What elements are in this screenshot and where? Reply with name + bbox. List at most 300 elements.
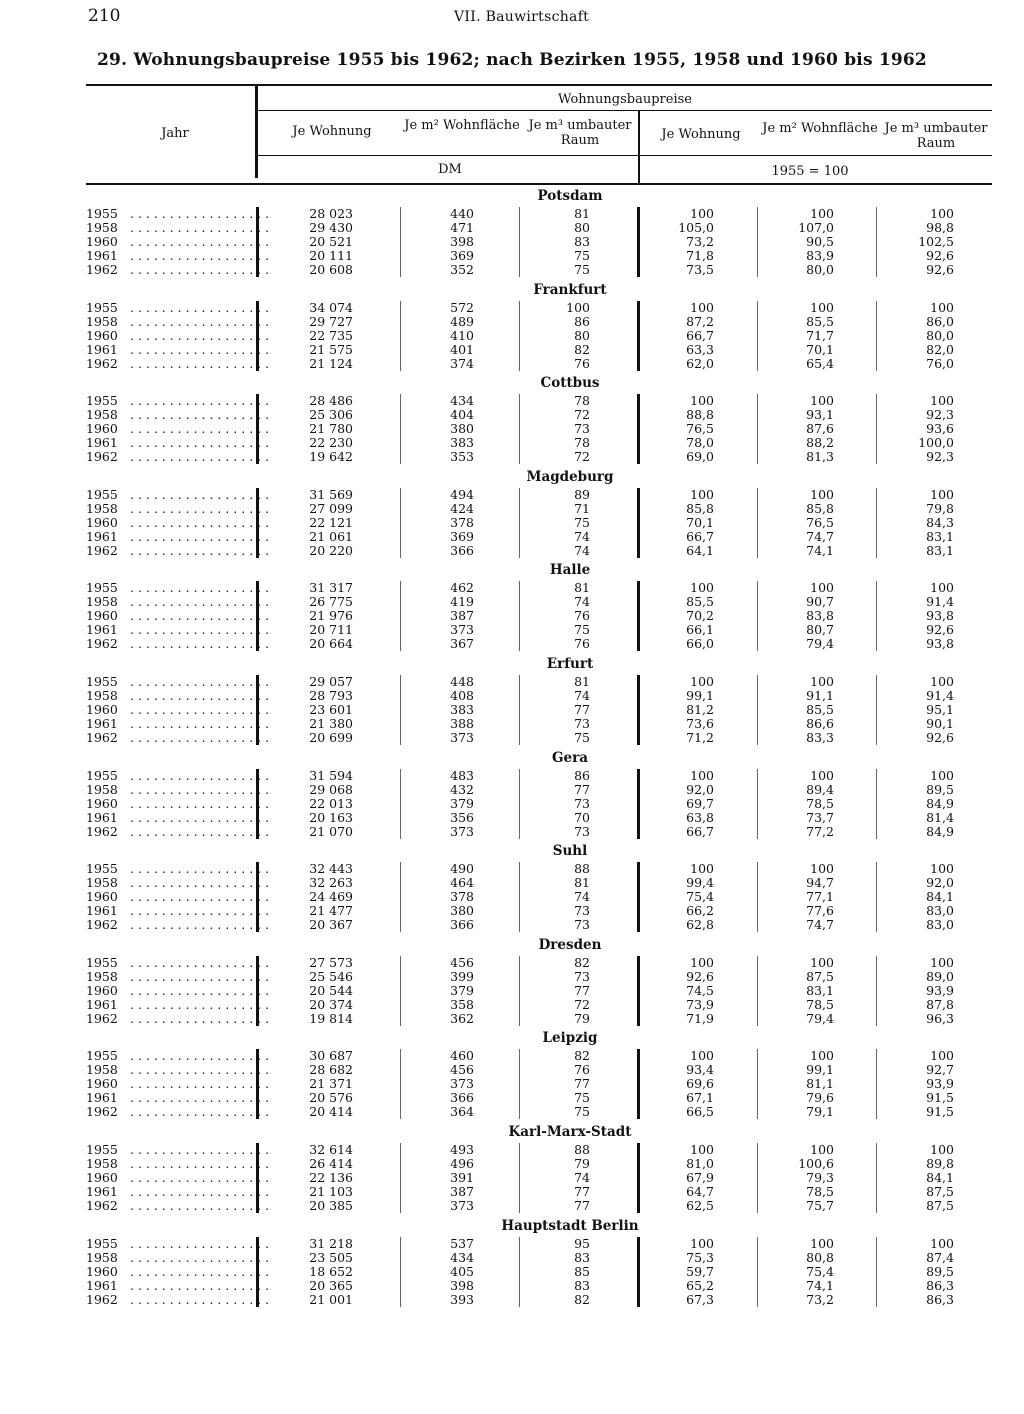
cell-je-m2: 496 bbox=[450, 1156, 474, 1171]
cell-index-je-wohnung: 62,5 bbox=[686, 1198, 714, 1213]
cell-je-wohnung: 20 544 bbox=[309, 982, 353, 998]
leader-dots: . . . . . . . . . . . . . . . . . . bbox=[130, 1249, 270, 1265]
leader-dots: . . . . . . . . . . . . . . . . . . bbox=[130, 421, 270, 437]
table-row bbox=[0, 890, 1024, 904]
cell-je-m3: 81 bbox=[574, 674, 590, 689]
leader-dots: . . . . . . . . . . . . . . . . . . bbox=[130, 1198, 270, 1213]
cell-index-je-m2: 83,1 bbox=[806, 982, 834, 998]
cell-index-je-m3: 83,0 bbox=[926, 917, 954, 933]
cell-index-je-m2: 100,6 bbox=[798, 1156, 834, 1171]
table-row bbox=[0, 984, 1024, 998]
cell-je-m2: 387 bbox=[450, 1184, 474, 1199]
cell-je-m3: 81 bbox=[574, 580, 590, 596]
cell-index-je-wohnung: 71,9 bbox=[686, 1010, 714, 1026]
cell-je-wohnung: 27 099 bbox=[309, 500, 353, 516]
cell-index-je-m3: 82,0 bbox=[926, 341, 954, 357]
cell-year: 1960 bbox=[86, 1076, 118, 1092]
cell-index-je-m2: 77,1 bbox=[806, 889, 834, 905]
cell-year: 1958 bbox=[86, 1249, 118, 1265]
cell-je-m3: 82 bbox=[574, 1291, 590, 1307]
cell-year: 1961 bbox=[86, 622, 118, 638]
table-row bbox=[0, 1237, 1024, 1251]
cell-year: 1955 bbox=[86, 954, 118, 970]
cell-year: 1962 bbox=[86, 1198, 118, 1213]
cell-year: 1958 bbox=[86, 1156, 118, 1171]
cell-year: 1955 bbox=[86, 393, 118, 409]
leader-dots: . . . . . . . . . . . . . . . . . . bbox=[130, 996, 270, 1012]
cell-year: 1955 bbox=[86, 580, 118, 596]
cell-year: 1961 bbox=[86, 716, 118, 731]
cell-index-je-wohnung: 93,4 bbox=[686, 1062, 714, 1078]
cell-index-je-m2: 74,1 bbox=[806, 542, 834, 558]
leader-dots: . . . . . . . . . . . . . . . . . . bbox=[130, 248, 270, 263]
cell-year: 1962 bbox=[86, 823, 118, 839]
cell-index-je-m2: 73,7 bbox=[806, 809, 834, 825]
cell-je-wohnung: 20 220 bbox=[309, 542, 353, 558]
cell-index-je-wohnung: 70,2 bbox=[686, 608, 714, 624]
cell-year: 1955 bbox=[86, 206, 118, 221]
cell-je-m3: 76 bbox=[574, 1062, 590, 1078]
leader-dots: . . . . . . . . . . . . . . . . . . bbox=[130, 486, 270, 502]
table-row bbox=[0, 394, 1024, 408]
cell-year: 1955 bbox=[86, 861, 118, 877]
cell-je-m3: 71 bbox=[574, 500, 590, 516]
cell-je-wohnung: 22 136 bbox=[309, 1170, 353, 1185]
cell-index-je-m3: 86,3 bbox=[926, 1291, 954, 1307]
cell-index-je-m2: 79,4 bbox=[806, 636, 834, 652]
cell-je-wohnung: 21 575 bbox=[309, 341, 353, 357]
cell-index-je-wohnung: 59,7 bbox=[686, 1263, 714, 1279]
cell-index-je-m2: 76,5 bbox=[806, 514, 834, 530]
table-row bbox=[0, 1091, 1024, 1105]
leader-dots: . . . . . . . . . . . . . . . . . . bbox=[130, 636, 270, 652]
cell-index-je-m2: 87,5 bbox=[806, 968, 834, 984]
cell-je-wohnung: 29 057 bbox=[309, 674, 353, 689]
cell-je-m3: 82 bbox=[574, 1048, 590, 1064]
cell-index-je-m3: 84,1 bbox=[926, 889, 954, 905]
leader-dots: . . . . . . . . . . . . . . . . . . bbox=[130, 1142, 270, 1157]
cell-je-m2: 383 bbox=[450, 702, 474, 717]
cell-je-m2: 448 bbox=[450, 674, 474, 689]
cell-index-je-m3: 87,8 bbox=[926, 996, 954, 1012]
table-row bbox=[0, 1157, 1024, 1171]
leader-dots: . . . . . . . . . . . . . . . . . . bbox=[130, 823, 270, 839]
cell-index-je-wohnung: 81,2 bbox=[686, 702, 714, 717]
cell-index-je-m2: 79,6 bbox=[806, 1090, 834, 1106]
cell-year: 1962 bbox=[86, 636, 118, 652]
cell-je-m2: 432 bbox=[450, 781, 474, 797]
cell-je-wohnung: 21 103 bbox=[309, 1184, 353, 1199]
cell-index-je-m3: 81,4 bbox=[926, 809, 954, 825]
cell-je-wohnung: 22 230 bbox=[309, 435, 353, 451]
cell-index-je-m2: 100 bbox=[810, 674, 834, 689]
table-row bbox=[0, 1143, 1024, 1157]
cell-je-m3: 76 bbox=[574, 608, 590, 624]
cell-year: 1962 bbox=[86, 262, 118, 277]
cell-index-je-m2: 65,4 bbox=[806, 355, 834, 371]
cell-je-m2: 387 bbox=[450, 608, 474, 624]
cell-index-je-m3: 86,3 bbox=[926, 1277, 954, 1293]
cell-je-m2: 393 bbox=[450, 1291, 474, 1307]
cell-je-wohnung: 20 608 bbox=[309, 262, 353, 277]
cell-je-wohnung: 20 711 bbox=[309, 622, 353, 638]
cell-je-m3: 79 bbox=[574, 1156, 590, 1171]
cell-year: 1958 bbox=[86, 220, 118, 235]
cell-index-je-m2: 100 bbox=[810, 206, 834, 221]
cell-year: 1955 bbox=[86, 486, 118, 502]
table-row bbox=[0, 1265, 1024, 1279]
cell-index-je-m2: 93,1 bbox=[806, 407, 834, 423]
cell-je-m2: 378 bbox=[450, 514, 474, 530]
table-row bbox=[0, 450, 1024, 464]
cell-index-je-m2: 74,1 bbox=[806, 1277, 834, 1293]
cell-index-je-m2: 85,5 bbox=[806, 313, 834, 329]
top-rule bbox=[86, 84, 992, 86]
cell-je-m2: 356 bbox=[450, 809, 474, 825]
cell-je-m2: 369 bbox=[450, 248, 474, 263]
cell-year: 1960 bbox=[86, 1263, 118, 1279]
cell-index-je-wohnung: 100 bbox=[690, 954, 714, 970]
cell-je-wohnung: 31 594 bbox=[309, 767, 353, 783]
leader-dots: . . . . . . . . . . . . . . . . . . bbox=[130, 514, 270, 530]
cell-je-m3: 75 bbox=[574, 1090, 590, 1106]
cell-je-m2: 369 bbox=[450, 528, 474, 544]
leader-dots: . . . . . . . . . . . . . . . . . . bbox=[130, 1263, 270, 1279]
cell-year: 1962 bbox=[86, 730, 118, 745]
cell-je-wohnung: 32 443 bbox=[309, 861, 353, 877]
cell-year: 1955 bbox=[86, 767, 118, 783]
cell-index-je-wohnung: 69,7 bbox=[686, 795, 714, 811]
cell-index-je-m2: 81,3 bbox=[806, 449, 834, 465]
cell-index-je-wohnung: 100 bbox=[690, 861, 714, 877]
cell-je-wohnung: 30 687 bbox=[309, 1048, 353, 1064]
table-row bbox=[0, 825, 1024, 839]
cell-year: 1955 bbox=[86, 1235, 118, 1251]
cell-year: 1958 bbox=[86, 313, 118, 329]
header-col-je-m3: Je m³ umbauter Raum bbox=[528, 118, 632, 148]
cell-je-wohnung: 21 976 bbox=[309, 608, 353, 624]
cell-year: 1958 bbox=[86, 594, 118, 610]
cell-index-je-m2: 78,5 bbox=[806, 996, 834, 1012]
cell-je-wohnung: 22 735 bbox=[309, 327, 353, 343]
cell-index-je-wohnung: 74,5 bbox=[686, 982, 714, 998]
cell-je-m3: 95 bbox=[574, 1235, 590, 1251]
cell-index-je-m2: 77,6 bbox=[806, 903, 834, 919]
cell-je-wohnung: 21 477 bbox=[309, 903, 353, 919]
cell-je-m2: 383 bbox=[450, 435, 474, 451]
cell-index-je-wohnung: 66,7 bbox=[686, 823, 714, 839]
table-row bbox=[0, 956, 1024, 970]
cell-index-je-m3: 100 bbox=[930, 767, 954, 783]
leader-dots: . . . . . . . . . . . . . . . . . . bbox=[130, 716, 270, 731]
cell-index-je-wohnung: 66,5 bbox=[686, 1104, 714, 1120]
cell-je-m3: 77 bbox=[574, 1198, 590, 1213]
cell-je-m3: 74 bbox=[574, 528, 590, 544]
cell-year: 1960 bbox=[86, 421, 118, 437]
cell-index-je-m3: 100 bbox=[930, 954, 954, 970]
cell-je-m3: 77 bbox=[574, 702, 590, 717]
cell-index-je-m2: 100 bbox=[810, 1235, 834, 1251]
leader-dots: . . . . . . . . . . . . . . . . . . bbox=[130, 622, 270, 638]
cell-je-m3: 81 bbox=[574, 206, 590, 221]
cell-index-je-wohnung: 100 bbox=[690, 580, 714, 596]
cell-je-m2: 434 bbox=[450, 393, 474, 409]
cell-je-wohnung: 21 380 bbox=[309, 716, 353, 731]
cell-index-je-m2: 79,4 bbox=[806, 1010, 834, 1026]
cell-je-m2: 366 bbox=[450, 917, 474, 933]
table-row bbox=[0, 717, 1024, 731]
table-row bbox=[0, 544, 1024, 558]
table-row bbox=[0, 263, 1024, 277]
cell-index-je-m2: 79,3 bbox=[806, 1170, 834, 1185]
cell-index-je-m2: 74,7 bbox=[806, 528, 834, 544]
cell-index-je-wohnung: 67,3 bbox=[686, 1291, 714, 1307]
cell-year: 1960 bbox=[86, 982, 118, 998]
table-row bbox=[0, 581, 1024, 595]
cell-index-je-m2: 75,7 bbox=[806, 1198, 834, 1213]
leader-dots: . . . . . . . . . . . . . . . . . . bbox=[130, 954, 270, 970]
cell-index-je-m3: 92,3 bbox=[926, 449, 954, 465]
region-heading: Dresden bbox=[538, 936, 602, 953]
cell-je-wohnung: 21 124 bbox=[309, 355, 353, 371]
cell-je-m3: 77 bbox=[574, 982, 590, 998]
cell-year: 1960 bbox=[86, 889, 118, 905]
cell-year: 1958 bbox=[86, 688, 118, 703]
cell-je-m3: 75 bbox=[574, 730, 590, 745]
cell-je-m2: 388 bbox=[450, 716, 474, 731]
cell-index-je-wohnung: 100 bbox=[690, 674, 714, 689]
cell-je-m3: 72 bbox=[574, 996, 590, 1012]
cell-je-wohnung: 28 793 bbox=[309, 688, 353, 703]
cell-index-je-m3: 100,0 bbox=[918, 435, 954, 451]
cell-je-m2: 456 bbox=[450, 954, 474, 970]
leader-dots: . . . . . . . . . . . . . . . . . . bbox=[130, 355, 270, 371]
table-row bbox=[0, 1063, 1024, 1077]
cell-year: 1962 bbox=[86, 1104, 118, 1120]
cell-index-je-m2: 90,5 bbox=[806, 234, 834, 249]
cell-index-je-m2: 99,1 bbox=[806, 1062, 834, 1078]
cell-je-m2: 424 bbox=[450, 500, 474, 516]
region-heading: Hauptstadt Berlin bbox=[501, 1217, 639, 1234]
cell-year: 1962 bbox=[86, 355, 118, 371]
table-row bbox=[0, 357, 1024, 371]
header-jahr: Jahr bbox=[161, 126, 189, 141]
cell-index-je-m3: 90,1 bbox=[926, 716, 954, 731]
cell-index-je-m2: 88,2 bbox=[806, 435, 834, 451]
cell-je-wohnung: 31 317 bbox=[309, 580, 353, 596]
cell-je-m2: 373 bbox=[450, 730, 474, 745]
table-row bbox=[0, 689, 1024, 703]
leader-dots: . . . . . . . . . . . . . . . . . . bbox=[130, 608, 270, 624]
cell-je-wohnung: 20 111 bbox=[309, 248, 353, 263]
header-col-je-wohnung: Je Wohnung bbox=[292, 124, 372, 139]
leader-dots: . . . . . . . . . . . . . . . . . . bbox=[130, 299, 270, 315]
cell-je-m2: 367 bbox=[450, 636, 474, 652]
leader-dots: . . . . . . . . . . . . . . . . . . bbox=[130, 594, 270, 610]
cell-index-je-m3: 87,4 bbox=[926, 1249, 954, 1265]
table-row bbox=[0, 1185, 1024, 1199]
leader-dots: . . . . . . . . . . . . . . . . . . bbox=[130, 781, 270, 797]
cell-index-je-m2: 73,2 bbox=[806, 1291, 834, 1307]
cell-je-m3: 75 bbox=[574, 514, 590, 530]
cell-index-je-m3: 93,8 bbox=[926, 608, 954, 624]
cell-je-m2: 378 bbox=[450, 889, 474, 905]
table-row bbox=[0, 609, 1024, 623]
cell-je-wohnung: 27 573 bbox=[309, 954, 353, 970]
cell-index-je-m3: 89,5 bbox=[926, 781, 954, 797]
cell-index-je-wohnung: 65,2 bbox=[686, 1277, 714, 1293]
header-divider-index bbox=[638, 111, 640, 183]
table-row bbox=[0, 731, 1024, 745]
header-col-index-je-wohnung: Je Wohnung bbox=[661, 127, 741, 142]
region-heading: Leipzig bbox=[542, 1030, 598, 1047]
cell-index-je-m2: 100 bbox=[810, 1048, 834, 1064]
cell-index-je-wohnung: 100 bbox=[690, 206, 714, 221]
leader-dots: . . . . . . . . . . . . . . . . . . bbox=[130, 262, 270, 277]
cell-index-je-m2: 75,4 bbox=[806, 1263, 834, 1279]
cell-je-m2: 494 bbox=[450, 486, 474, 502]
cell-je-m3: 79 bbox=[574, 1010, 590, 1026]
cell-index-je-m2: 83,8 bbox=[806, 608, 834, 624]
cell-je-m2: 362 bbox=[450, 1010, 474, 1026]
cell-index-je-m3: 93,6 bbox=[926, 421, 954, 437]
leader-dots: . . . . . . . . . . . . . . . . . . bbox=[130, 1184, 270, 1199]
cell-je-wohnung: 20 664 bbox=[309, 636, 353, 652]
cell-je-m2: 380 bbox=[450, 421, 474, 437]
region-heading: Potsdam bbox=[537, 188, 603, 204]
cell-index-je-m3: 80,0 bbox=[926, 327, 954, 343]
cell-index-je-m2: 100 bbox=[810, 486, 834, 502]
cell-index-je-m3: 91,4 bbox=[926, 594, 954, 610]
cell-year: 1961 bbox=[86, 1277, 118, 1293]
cell-je-wohnung: 24 469 bbox=[309, 889, 353, 905]
cell-index-je-wohnung: 100 bbox=[690, 393, 714, 409]
cell-index-je-wohnung: 63,3 bbox=[686, 341, 714, 357]
group-rule bbox=[258, 110, 992, 111]
cell-index-je-wohnung: 66,2 bbox=[686, 903, 714, 919]
leader-dots: . . . . . . . . . . . . . . . . . . bbox=[130, 206, 270, 221]
cell-index-je-m3: 100 bbox=[930, 861, 954, 877]
cell-je-m2: 493 bbox=[450, 1142, 474, 1157]
table-row bbox=[0, 408, 1024, 422]
cell-je-m3: 74 bbox=[574, 688, 590, 703]
cell-index-je-m2: 80,8 bbox=[806, 1249, 834, 1265]
cell-index-je-wohnung: 100 bbox=[690, 767, 714, 783]
cell-index-je-wohnung: 62,0 bbox=[686, 355, 714, 371]
table-row bbox=[0, 343, 1024, 357]
header-col-index-je-m2: Je m² Wohnfläche bbox=[762, 121, 878, 136]
cell-je-m2: 471 bbox=[450, 220, 474, 235]
cell-index-je-wohnung: 75,3 bbox=[686, 1249, 714, 1265]
cell-je-wohnung: 29 068 bbox=[309, 781, 353, 797]
leader-dots: . . . . . . . . . . . . . . . . . . bbox=[130, 1076, 270, 1092]
cell-index-je-m2: 87,6 bbox=[806, 421, 834, 437]
cell-je-m3: 73 bbox=[574, 968, 590, 984]
cell-je-m2: 379 bbox=[450, 795, 474, 811]
cell-je-m2: 391 bbox=[450, 1170, 474, 1185]
cell-index-je-m2: 70,1 bbox=[806, 341, 834, 357]
leader-dots: . . . . . . . . . . . . . . . . . . bbox=[130, 1277, 270, 1293]
cell-je-wohnung: 20 374 bbox=[309, 996, 353, 1012]
region-heading: Karl-Marx-Stadt bbox=[508, 1124, 632, 1140]
cell-index-je-m3: 84,9 bbox=[926, 823, 954, 839]
table-row bbox=[0, 235, 1024, 249]
cell-je-wohnung: 18 652 bbox=[309, 1263, 353, 1279]
region-heading: Frankfurt bbox=[533, 281, 607, 298]
cell-je-m3: 77 bbox=[574, 781, 590, 797]
cell-index-je-m2: 89,4 bbox=[806, 781, 834, 797]
table-row bbox=[0, 769, 1024, 783]
leader-dots: . . . . . . . . . . . . . . . . . . bbox=[130, 730, 270, 745]
cell-je-wohnung: 21 061 bbox=[309, 528, 353, 544]
cell-je-m2: 366 bbox=[450, 542, 474, 558]
cell-index-je-m3: 100 bbox=[930, 299, 954, 315]
leader-dots: . . . . . . . . . . . . . . . . . . bbox=[130, 580, 270, 596]
cell-je-m3: 82 bbox=[574, 341, 590, 357]
cell-je-wohnung: 21 371 bbox=[309, 1076, 353, 1092]
cell-index-je-wohnung: 71,2 bbox=[686, 730, 714, 745]
unit-rule bbox=[258, 155, 992, 156]
leader-dots: . . . . . . . . . . . . . . . . . . bbox=[130, 1048, 270, 1064]
cell-je-m3: 81 bbox=[574, 875, 590, 891]
cell-je-m3: 73 bbox=[574, 823, 590, 839]
cell-je-wohnung: 23 505 bbox=[309, 1249, 353, 1265]
cell-je-m2: 373 bbox=[450, 1076, 474, 1092]
table-row bbox=[0, 516, 1024, 530]
cell-index-je-wohnung: 75,4 bbox=[686, 889, 714, 905]
leader-dots: . . . . . . . . . . . . . . . . . . bbox=[130, 1170, 270, 1185]
cell-je-m3: 82 bbox=[574, 954, 590, 970]
cell-je-m2: 404 bbox=[450, 407, 474, 423]
cell-je-m3: 77 bbox=[574, 1184, 590, 1199]
cell-je-wohnung: 21 070 bbox=[309, 823, 353, 839]
cell-index-je-m3: 100 bbox=[930, 486, 954, 502]
cell-je-m3: 74 bbox=[574, 542, 590, 558]
cell-index-je-m2: 100 bbox=[810, 299, 834, 315]
cell-je-wohnung: 29 727 bbox=[309, 313, 353, 329]
cell-index-je-wohnung: 88,8 bbox=[686, 407, 714, 423]
cell-index-je-m3: 84,9 bbox=[926, 795, 954, 811]
cell-je-m3: 73 bbox=[574, 903, 590, 919]
cell-index-je-wohnung: 92,0 bbox=[686, 781, 714, 797]
cell-je-wohnung: 22 121 bbox=[309, 514, 353, 530]
cell-index-je-wohnung: 66,0 bbox=[686, 636, 714, 652]
table-row bbox=[0, 502, 1024, 516]
cell-je-m3: 80 bbox=[574, 327, 590, 343]
cell-je-wohnung: 21 001 bbox=[309, 1291, 353, 1307]
cell-year: 1961 bbox=[86, 341, 118, 357]
cell-index-je-m2: 100 bbox=[810, 393, 834, 409]
cell-je-m3: 88 bbox=[574, 1142, 590, 1157]
cell-je-wohnung: 28 023 bbox=[309, 206, 353, 221]
table-row bbox=[0, 249, 1024, 263]
cell-index-je-m3: 89,8 bbox=[926, 1156, 954, 1171]
table-row bbox=[0, 998, 1024, 1012]
cell-index-je-wohnung: 100 bbox=[690, 1235, 714, 1251]
leader-dots: . . . . . . . . . . . . . . . . . . bbox=[130, 1235, 270, 1251]
leader-dots: . . . . . . . . . . . . . . . . . . bbox=[130, 767, 270, 783]
cell-index-je-m2: 85,5 bbox=[806, 702, 834, 717]
cell-index-je-m3: 102,5 bbox=[918, 234, 954, 249]
leader-dots: . . . . . . . . . . . . . . . . . . bbox=[130, 327, 270, 343]
cell-index-je-m2: 85,8 bbox=[806, 500, 834, 516]
leader-dots: . . . . . . . . . . . . . . . . . . bbox=[130, 1291, 270, 1307]
cell-year: 1961 bbox=[86, 1184, 118, 1199]
region-heading: Erfurt bbox=[546, 656, 594, 672]
cell-index-je-wohnung: 66,1 bbox=[686, 622, 714, 638]
cell-index-je-m3: 84,1 bbox=[926, 1170, 954, 1185]
cell-je-m2: 379 bbox=[450, 982, 474, 998]
